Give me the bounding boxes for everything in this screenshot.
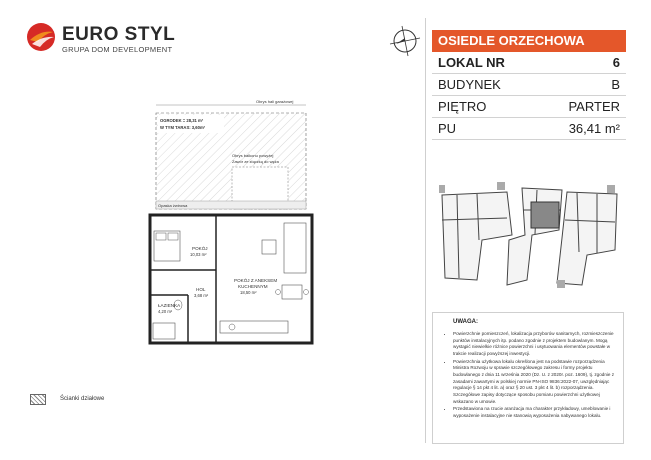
legend-label: Ścianki działowe (60, 396, 105, 402)
floor-plan (128, 95, 318, 351)
panel-divider (425, 18, 426, 443)
room-label-hall: HOL (196, 287, 206, 292)
estate-title: OSIEDLE ORZECHOWA (432, 30, 626, 52)
notes-box (432, 312, 624, 444)
row-key: PIĘTRO (438, 99, 487, 114)
row-unit-number (432, 52, 626, 74)
row-value: 36,41 m² (568, 121, 620, 136)
balcony-outline-label: Obrys balkonu powyżej (232, 153, 274, 158)
note-item: • Powierzchnie pomieszczeń, lokalizacja przyborów sanitarnych, rozmieszczenie punktów instalacyjnych itp. podano zgodnie z projektem budowlanym. Mogą wystąpić niewielkie różnice powierzchni i usytuowania elementów powstałe w trakcie realizacji powyższej inwestycji. (453, 331, 615, 358)
row-value: B (611, 77, 620, 92)
row-floor (432, 96, 626, 118)
hose-valve-label: Zawór ze złączką do węża (232, 159, 279, 164)
compass-icon (388, 24, 422, 58)
row-building (432, 74, 626, 96)
partition-wall-swatch (30, 394, 46, 405)
garden-area-label: OGRODEK = 28,31 m² (160, 118, 204, 123)
room-area-bedroom: 10,03 m² (190, 252, 207, 257)
row-key: BUDYNEK (438, 77, 501, 92)
room-area-living: 18,50 m² (240, 290, 257, 295)
euro-styl-logo-icon (26, 22, 56, 52)
room-label-living-2: KUCHENNYM (238, 284, 268, 289)
row-usable-area (432, 118, 626, 140)
room-label-bathroom: ŁAZIENKA (158, 303, 181, 308)
note-item: • Powierzchnia użytkowa lokalu określona jest na podstawie rozporządzenia Ministra Rozwoju w sprawie szczegółowego zakresu i formy projektu budowlanego z dnia 11 września 2020 (Dz. U. z 2020r. poz. 1609), tj. zgodnie z zasadami zawartymi w polskiej normie PN-ISO 9836:2022-07, uwzględniając regulacje § 14 pkt 4 lit. a) oraz § 20 ust. 3 pkt 4 lit. b) rozporządzenia. Szczegółowe zapisy dotyczące sposobu pomiaru powierzchni użytkowej wskazano w umowie. (453, 359, 615, 406)
room-area-bathroom: 4,20 m² (158, 309, 173, 314)
logo-name: EURO STYL (62, 24, 176, 45)
room-label-bedroom: POKÓJ (192, 246, 208, 251)
garage-outline-label: Obrys hali garażowej (256, 99, 294, 104)
logo-subtitle: GRUPA DOM DEVELOPMENT (62, 45, 173, 54)
row-value: PARTER (568, 99, 620, 114)
row-key: LOKAL NR (438, 55, 505, 70)
gravel-label: Opaska żwirowa (158, 203, 188, 208)
row-key: PU (438, 121, 457, 136)
room-label-living: POKÓJ Z ANEKSEM (234, 278, 278, 283)
terrace-area-label: W TYM TARAS: 3,60m² (160, 125, 206, 130)
row-value: 6 (612, 55, 620, 70)
notes-title: UWAGA: (453, 319, 478, 325)
building-key-plan (437, 180, 622, 295)
note-item: • Przedstawiona na rzucie aranżacja ma charakter przykładowy, umeblowanie i wyposażenie instalacyjne nie stanowią wyposażenia nabywanego lokalu. (453, 406, 615, 419)
room-area-hall: 3,68 m² (194, 293, 209, 298)
